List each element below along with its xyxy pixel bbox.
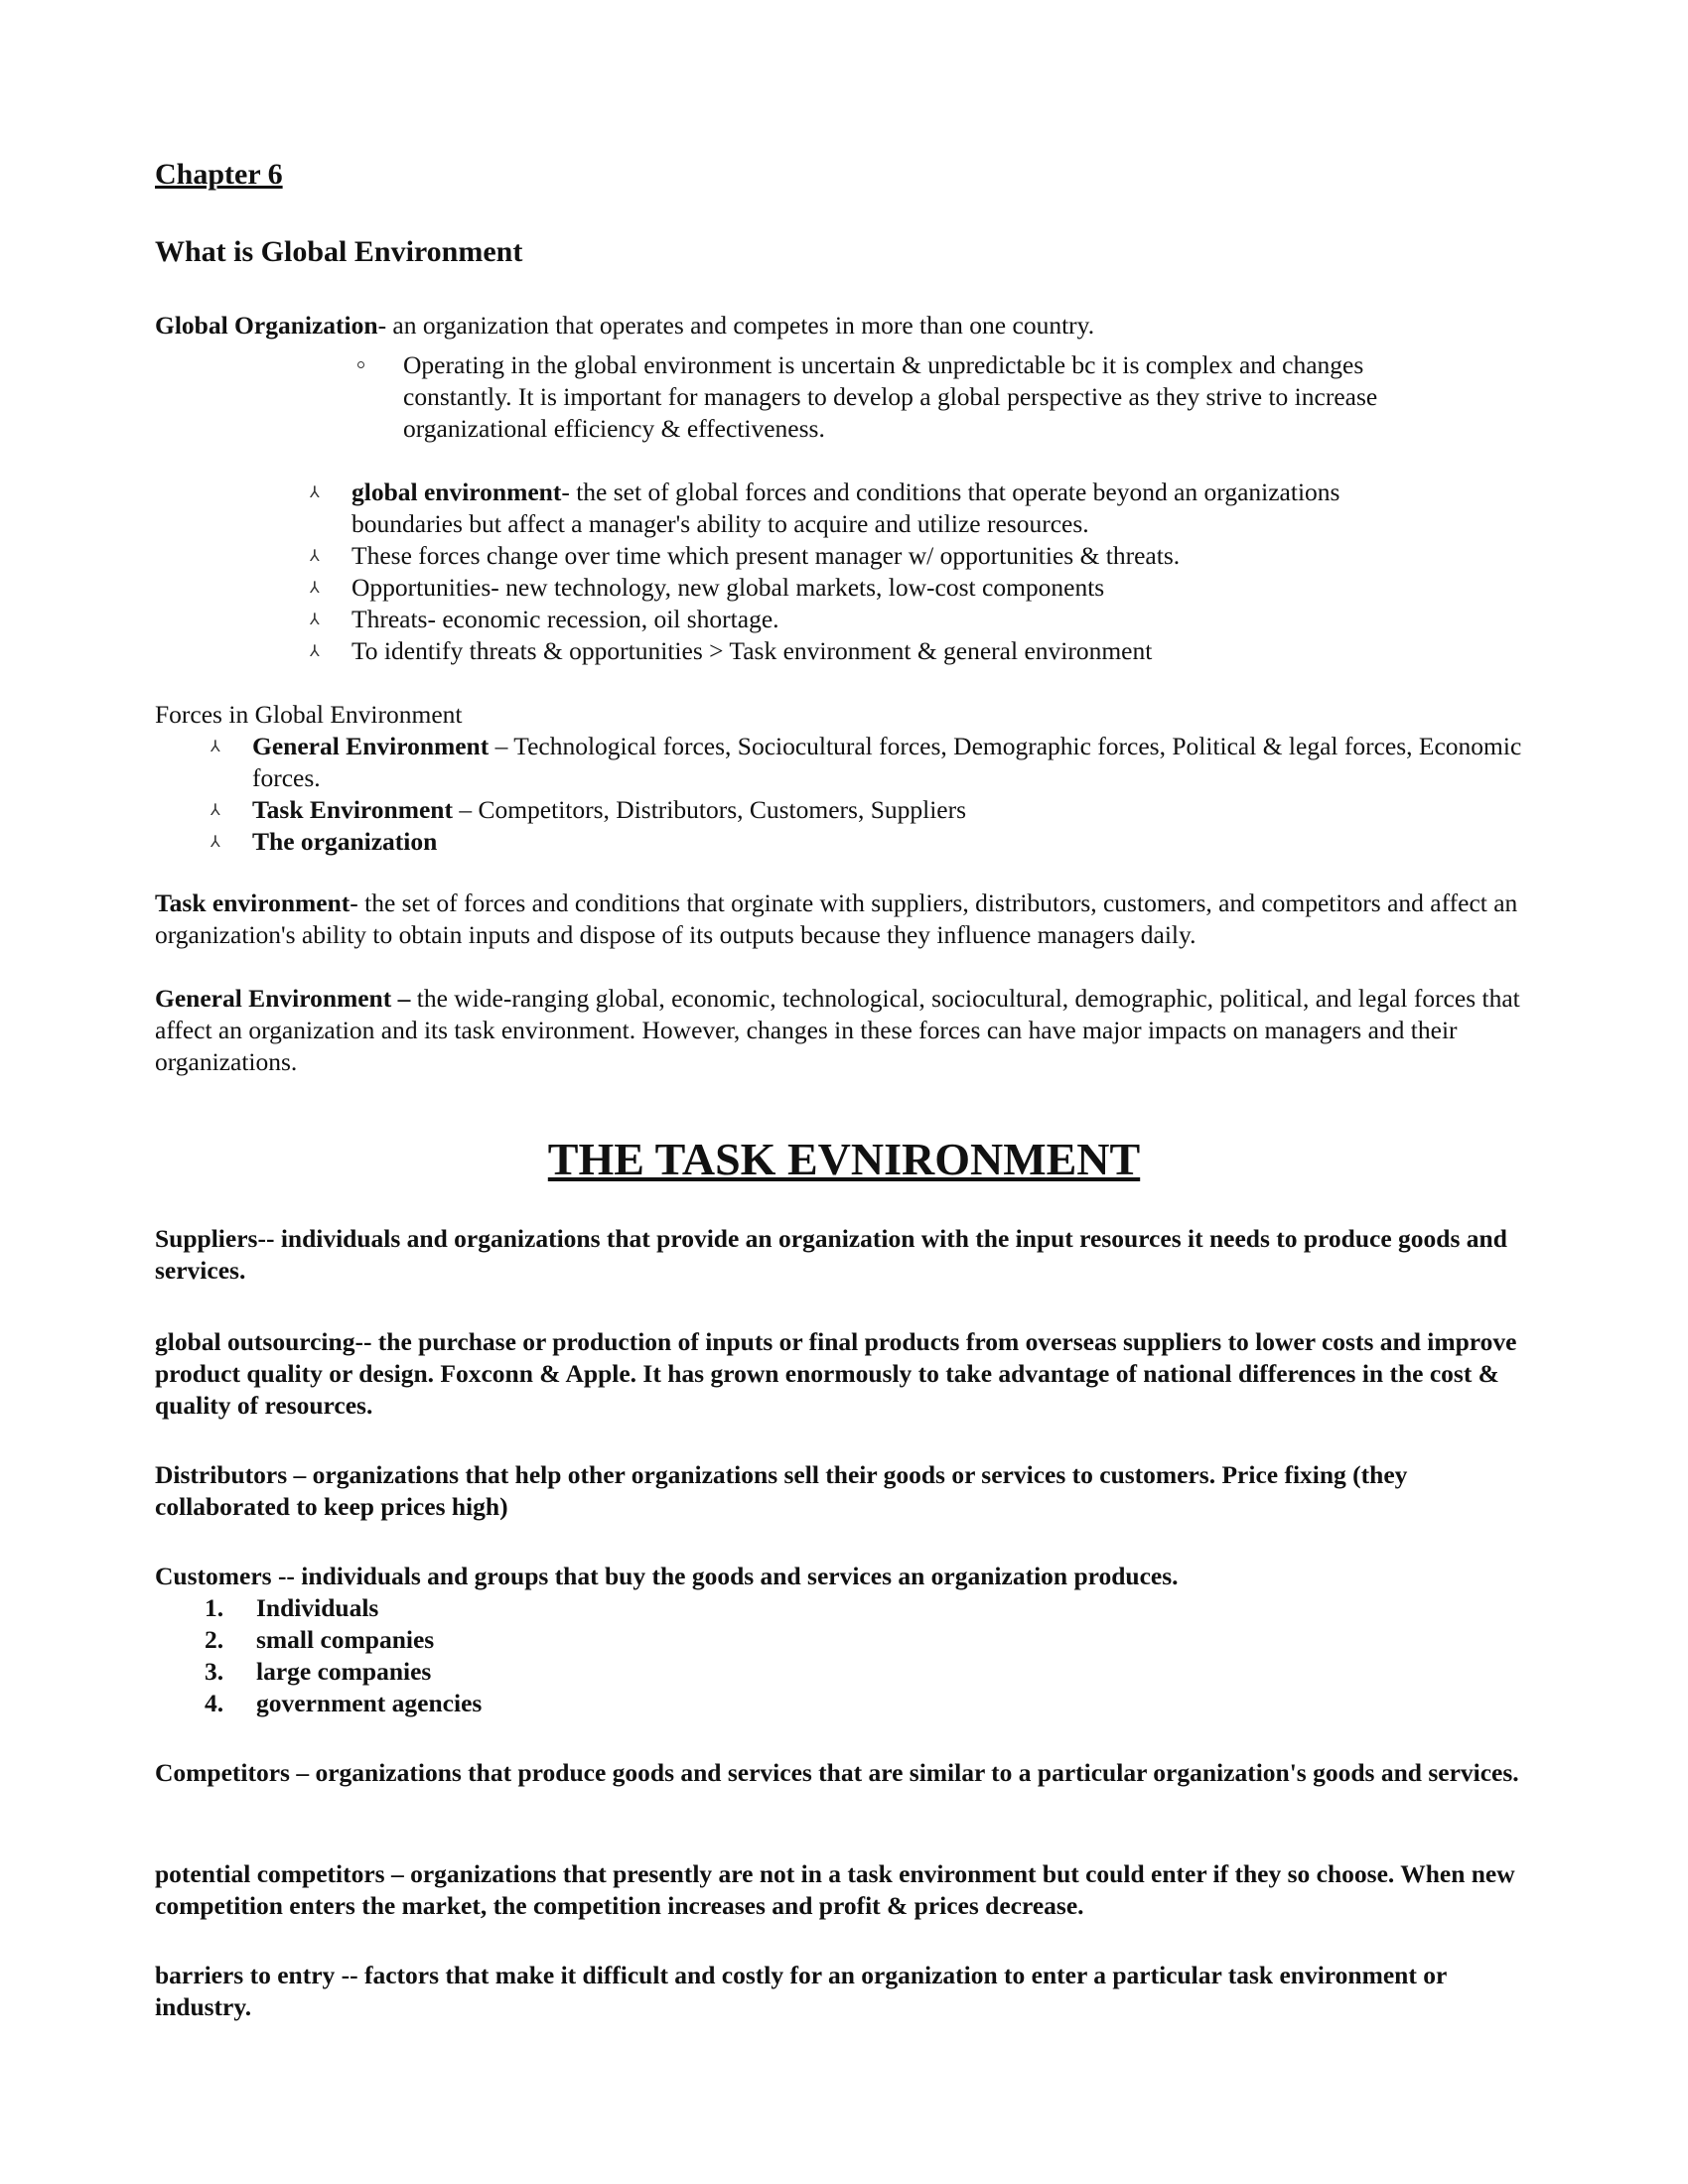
customer-list-item [205, 1624, 434, 1656]
task-environment-title: THE TASK EVNIRONMENT [547, 1134, 1141, 1184]
term: Task Environment [252, 795, 453, 824]
section-title: What is Global Environment [155, 235, 523, 268]
list-number: 4. [205, 1689, 224, 1717]
barriers-to-entry-paragraph: barriers to entry -- factors that make it difficult and costly for an organization to enter a particular task environment or industry. [155, 1961, 1447, 2021]
list-number: 3. [205, 1657, 224, 1686]
description: – Technological forces, Sociocultural forces, Demographic forces, Political & legal forces, Economic forces. [252, 732, 1522, 792]
task-environment-definition [155, 887, 1545, 951]
term: Global Organization [155, 311, 378, 340]
customers-paragraph: Customers -- individuals and groups that buy the goods and services an organization produces. [155, 1562, 1179, 1590]
forces-item [211, 731, 1541, 794]
bullet-text [332, 477, 1434, 540]
customer-list-item [205, 1688, 482, 1719]
triangle-bullet-icon: ⅄ [310, 578, 320, 597]
triangle-bullet-icon: ⅄ [310, 610, 320, 628]
customer-list-item [205, 1656, 431, 1688]
term: global environment [352, 478, 562, 506]
triangle-bullet-icon: ⅄ [211, 832, 220, 851]
bullet-text: Opportunities- new technology, new global markets, low-cost components [352, 573, 1105, 602]
list-text: government agencies [256, 1689, 483, 1717]
list-text: small companies [256, 1625, 435, 1654]
triangle-bullet-icon: ⅄ [310, 482, 320, 501]
list-number: 1. [205, 1593, 224, 1622]
list-text: large companies [256, 1657, 432, 1686]
bullet-item [310, 477, 1452, 540]
triangle-bullet-icon: ⅄ [211, 737, 220, 755]
forces-item [211, 826, 1541, 858]
note-text: Operating in the global environment is uncertain & unpredictable bc it is complex and changes constantly. It is important for managers to develop a global perspective as they strive to increase organizational efficiency & effectiveness. [403, 350, 1378, 443]
list-number: 2. [205, 1625, 224, 1654]
forces-item-text [232, 826, 437, 858]
bullet-text: To identify threats & opportunities > Task environment & general environment [352, 636, 1153, 665]
term: General Environment [252, 732, 490, 760]
description: – Competitors, Distributors, Customers, Suppliers [452, 795, 967, 824]
bullet-text: Threats- economic recession, oil shortage. [352, 605, 779, 633]
general-environment-definition [155, 983, 1545, 1078]
competitors-paragraph: Competitors – organizations that produce goods and services that are similar to a particular organization's goods and services. [155, 1758, 1519, 1787]
global-organization-definition [155, 310, 1545, 341]
outsourcing-paragraph: global outsourcing-- the purchase or production of inputs or final products from overseas suppliers to lower costs and improve product quality or design. Foxconn & Apple. It has grown enormously to take advantage of national differences in the cost & quality of resources. [155, 1327, 1517, 1420]
distributors-paragraph: Distributors – organizations that help other organizations sell their goods or services to customers. Price fixing (they collaborated to keep prices high) [155, 1460, 1408, 1521]
definition: - an organization that operates and competes in more than one country. [377, 311, 1095, 340]
triangle-bullet-icon: ⅄ [211, 800, 220, 819]
suppliers-paragraph: Suppliers-- individuals and organizations that provide an organization with the input resources it needs to produce goods and services. [155, 1224, 1507, 1285]
definition: the wide-ranging global, economic, technological, sociocultural, demographic, political, and legal forces that affect an organization and its task environment. However, changes in these forces can have major impacts on managers and their organizations. [155, 984, 1520, 1076]
bullet-text: These forces change over time which present manager w/ opportunities & threats. [352, 541, 1181, 570]
forces-item-text [232, 731, 1533, 794]
term: The organization [252, 827, 438, 856]
term: Task environment [155, 888, 351, 917]
chapter-heading: Chapter 6 [155, 158, 283, 191]
bullet-item [310, 540, 1452, 572]
list-text: Individuals [256, 1593, 379, 1622]
bullet-item [310, 604, 1452, 635]
bullet-item [310, 635, 1452, 667]
customer-list-item [205, 1592, 378, 1624]
circle-bullet-icon [355, 349, 373, 381]
definition: - the set of forces and conditions that orginate with suppliers, distributors, customers, and competitors and affect an organization's ability to obtain inputs and dispose of its outputs because they influence managers daily. [155, 888, 1518, 949]
potential-competitors-paragraph: potential competitors – organizations that presently are not in a task environment but could enter if they so choose. When new competition enters the market, the competition increases and profit & prices decrease. [155, 1859, 1515, 1920]
bullet-item [310, 572, 1452, 604]
term: General Environment – [155, 984, 411, 1013]
triangle-bullet-icon: ⅄ [310, 546, 320, 565]
definition: - the set of global forces and conditions that operate beyond an organizations boundaries but affect a manager's ability to acquire and utilize resources. [352, 478, 1340, 538]
triangle-bullet-icon: ⅄ [310, 641, 320, 660]
forces-item-text [232, 794, 966, 826]
forces-item [211, 794, 1541, 826]
forces-title: Forces in Global Environment [155, 700, 463, 729]
note-item [355, 349, 1477, 445]
